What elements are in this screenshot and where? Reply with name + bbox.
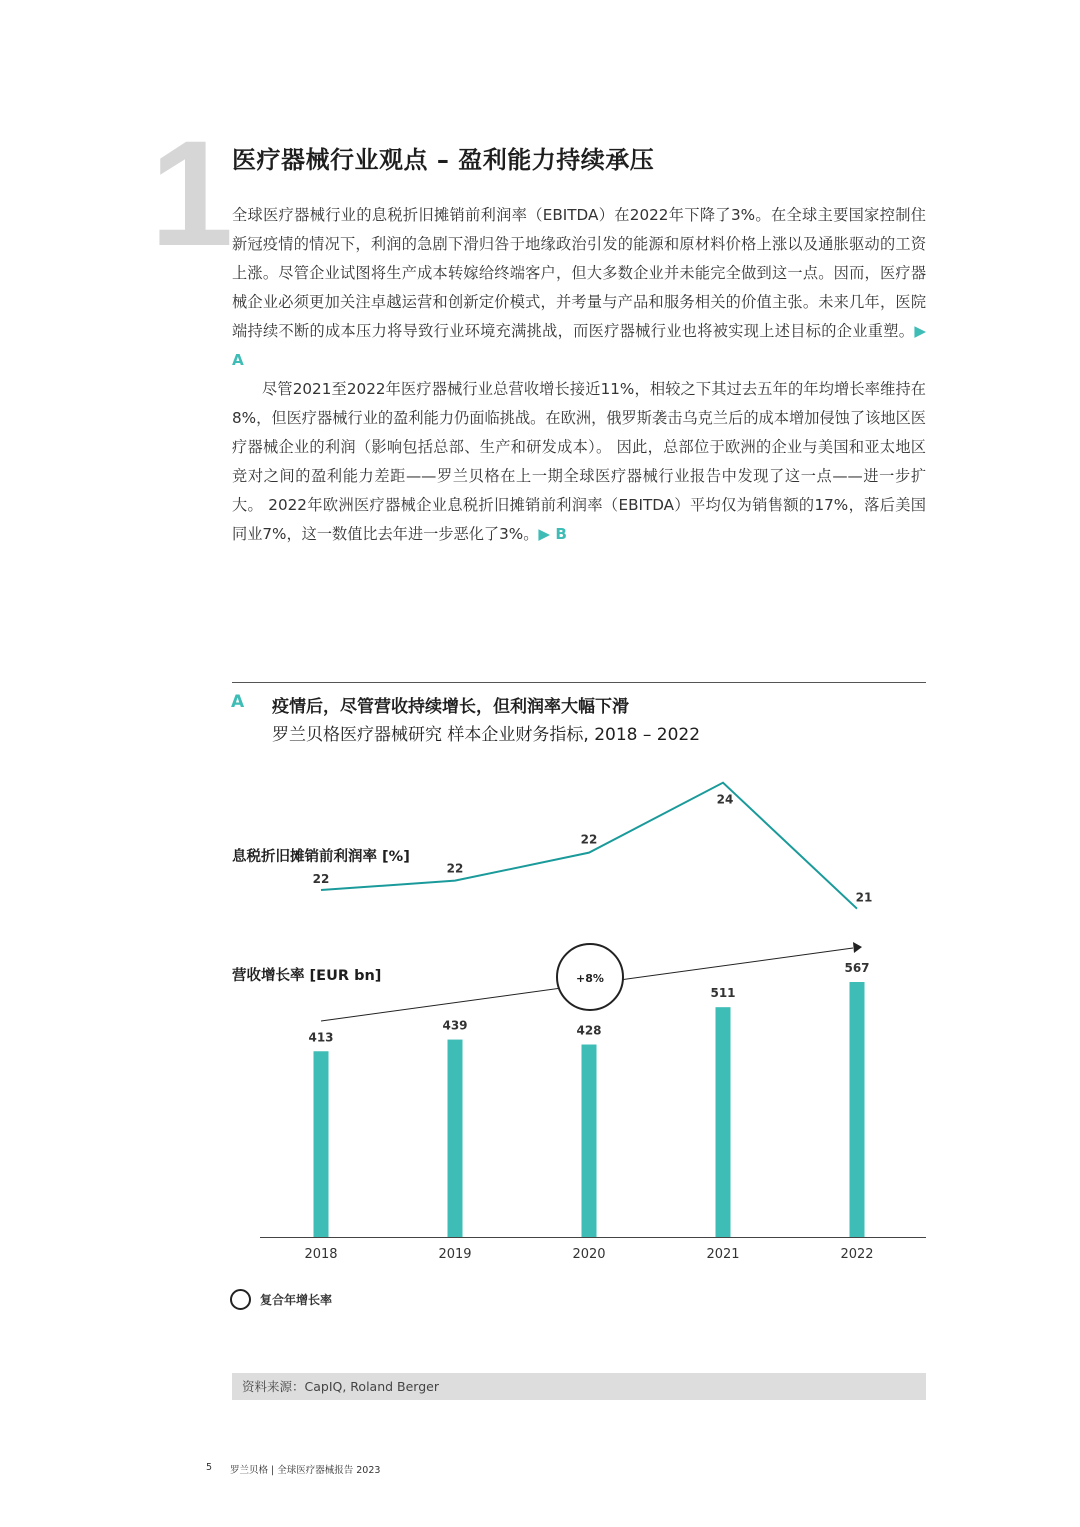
x-tick-label: 2022 xyxy=(840,1247,874,1262)
ebitda-data-label: 21 xyxy=(855,890,873,905)
ebitda-data-label: 22 xyxy=(446,861,464,876)
page-number: 5 xyxy=(206,1462,213,1473)
ebitda-data-label: 22 xyxy=(580,832,598,847)
x-tick-label: 2020 xyxy=(572,1247,606,1262)
chapter-number: 1 xyxy=(150,109,234,277)
source-note: 资料来源：CapIQ, Roland Berger xyxy=(232,1373,926,1400)
revenue-data-label: 413 xyxy=(308,1030,334,1045)
revenue-data-label: 511 xyxy=(710,986,736,1001)
x-tick-label: 2018 xyxy=(304,1247,338,1262)
ebitda-series-label: 息税折旧摊销前利润率 [%] xyxy=(232,849,410,865)
revenue-bar xyxy=(716,1007,731,1237)
figure-subtitle: 罗兰贝格医疗器械研究 样本企业财务指标, 2018 – 2022 xyxy=(272,725,701,745)
section-title: 医疗器械行业观点 – 盈利能力持续承压 xyxy=(232,146,655,174)
revenue-bar xyxy=(850,982,865,1237)
figure-letter: A xyxy=(231,692,245,712)
figure-b-link[interactable]: ▶ B xyxy=(538,525,567,543)
revenue-data-label: 428 xyxy=(576,1023,602,1038)
revenue-data-label: 439 xyxy=(442,1018,468,1033)
paragraph-text: 全球医疗器械行业的息税折旧摊销前利润率（EBITDA）在2022年下降了3%。在全球主要国家控制住新冠疫情的情况下，利润的急剧下滑归咎于地缘政治引发的能源和原材料价格上涨以及通胀驱动的工资上涨。尽管企业试图将生产成本转嫁给终端客户，但大多数企业并未能完全做到这一点。因而，医疗器械企业必须更加关注卓越运营和创新定价模式，并考量与产品和服务相关的价值主张。未来几年，医院端持续不断的成本压力将导致行业环境充满挑战，而医疗器械行业也将被实现上述目标的企业重塑。 xyxy=(232,206,926,340)
footer-text: 罗兰贝格 | 全球医疗器械报告 2023 xyxy=(230,1465,381,1476)
figure-a-link[interactable]: ▶ A xyxy=(232,322,926,369)
revenue-bar xyxy=(582,1045,597,1237)
cagr-label: +8% xyxy=(576,972,604,985)
cagr-legend-icon xyxy=(230,1289,251,1310)
revenue-data-label: 567 xyxy=(844,961,870,975)
cagr-legend-label: 复合年增长率 xyxy=(260,1293,333,1307)
x-tick-label: 2021 xyxy=(706,1247,740,1262)
revenue-bar xyxy=(448,1040,463,1237)
figure-title: 疫情后，尽管营收持续增长，但利润率大幅下滑 xyxy=(272,697,629,717)
x-tick-label: 2019 xyxy=(438,1247,472,1262)
revenue-series-label: 营收增长率 [EUR bn] xyxy=(232,968,382,984)
cagr-arrowhead xyxy=(853,942,862,953)
ebitda-data-label: 24 xyxy=(716,792,734,807)
chart-legend xyxy=(230,1289,332,1310)
ebitda-data-label: 22 xyxy=(312,872,330,886)
paragraph-text: 尽管2021至2022年医疗器械行业总营收增长接近11%，相较之下其过去五年的年均增长率维持在8%，但医疗器械行业的盈利能力仍面临挑战。在欧洲，俄罗斯袭击乌克兰后的成本增加侵蚀了该地区医疗器械企业的利润（影响包括总部、生产和研发成本）。 因此，总部位于欧洲的企业与美国和亚太地区竞对之间的盈利能力差距——罗兰贝格在上一期全球医疗器械行业报告中发现了这一点——进一步扩大。 2022年欧洲医疗器械企业息税折旧摊销前利润率（EBITDA）平均仅为销售额的17%，落后美国同业7%，这一数值比去年进一步恶化了3%。 xyxy=(232,380,926,543)
revenue-bar xyxy=(314,1051,329,1237)
